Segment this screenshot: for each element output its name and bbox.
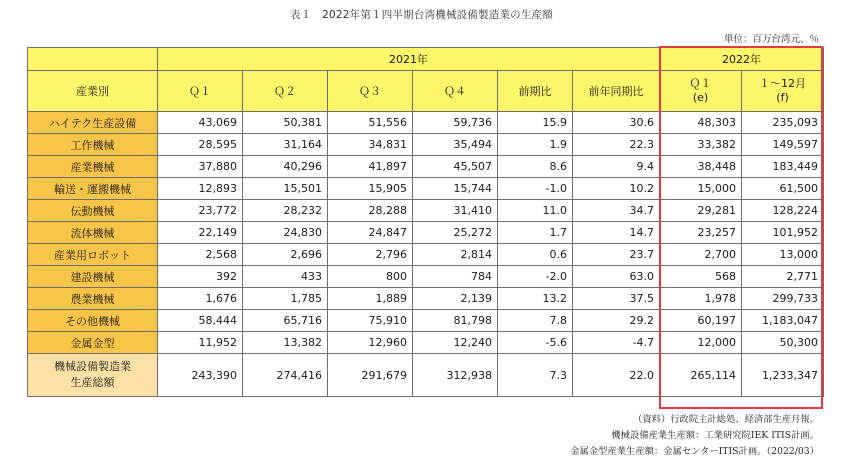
- cell-yoy: 30.6: [573, 112, 660, 134]
- cell-fy: 183,449: [742, 156, 824, 178]
- total-cell-q3: 291,679: [328, 354, 413, 397]
- cell-qoq: 1.7: [498, 222, 573, 244]
- cell-q3: 24,847: [328, 222, 413, 244]
- cell-fy: 128,224: [742, 200, 824, 222]
- cell-q2: 15,501: [243, 178, 328, 200]
- cell-q3: 800: [328, 266, 413, 288]
- cell-q3: 2,796: [328, 244, 413, 266]
- source-note-2: 機械設備産業生産額：工業研究院IEK ITIS計画。: [611, 430, 819, 441]
- header-2022-q1e-line1: Ｑ１: [689, 77, 712, 90]
- cell-yoy: -4.7: [573, 332, 660, 354]
- source-note-3: 金属金型産業生産額：金属センターITIS計画。（2022/03）: [570, 446, 819, 457]
- cell-fy: 61,500: [742, 178, 824, 200]
- unit-label: 単位：百万台湾元、％: [723, 34, 819, 45]
- cell-q1e: 38,448: [660, 156, 742, 178]
- table-row-total: [28, 354, 824, 397]
- table-row: [28, 266, 824, 288]
- cell-q3: 34,831: [328, 134, 413, 156]
- total-cell-q2: 274,416: [243, 354, 328, 397]
- total-name-name-line1: 機械設備製造業: [54, 360, 131, 373]
- production-table: [27, 47, 824, 397]
- row-industry-name: 建設機械: [28, 266, 158, 288]
- cell-q4: 784: [413, 266, 498, 288]
- cell-yoy: 63.0: [573, 266, 660, 288]
- header-q1: Ｑ１: [158, 71, 243, 112]
- cell-qoq: 11.0: [498, 200, 573, 222]
- total-cell-q4: 312,938: [413, 354, 498, 397]
- row-industry-name: 輸送・運搬機械: [28, 178, 158, 200]
- table-row: [28, 178, 824, 200]
- cell-q1e: 29,281: [660, 200, 742, 222]
- header-2022-fy-line1: １～12月: [759, 77, 807, 90]
- total-cell-q1e: 265,114: [660, 354, 742, 397]
- cell-q1e: 2,700: [660, 244, 742, 266]
- header-qoq: 前期比: [498, 71, 573, 112]
- header-2022-q1e-line2: (e): [692, 91, 709, 104]
- header-blank-cell: [28, 48, 158, 71]
- cell-q1e: 1,978: [660, 288, 742, 310]
- table-row: [28, 112, 824, 134]
- total-cell-qoq: 7.3: [498, 354, 573, 397]
- cell-q1: 28,595: [158, 134, 243, 156]
- cell-q2: 28,232: [243, 200, 328, 222]
- row-industry-name: 工作機械: [28, 134, 158, 156]
- header-row-years: [28, 48, 824, 71]
- cell-q2: 1,785: [243, 288, 328, 310]
- row-industry-name: 農業機械: [28, 288, 158, 310]
- cell-yoy: 14.7: [573, 222, 660, 244]
- cell-q1: 22,149: [158, 222, 243, 244]
- table-row: [28, 222, 824, 244]
- cell-yoy: 10.2: [573, 178, 660, 200]
- header-year-2021: 2021年: [158, 48, 660, 71]
- cell-q1e: 33,382: [660, 134, 742, 156]
- cell-q1: 37,880: [158, 156, 243, 178]
- cell-q1: 392: [158, 266, 243, 288]
- cell-q3: 1,889: [328, 288, 413, 310]
- total-cell-yoy: 22.0: [573, 354, 660, 397]
- cell-q4: 2,814: [413, 244, 498, 266]
- source-note-1: （資料）行政院主計総処、経済部生産月報。: [633, 414, 819, 425]
- table-row: [28, 288, 824, 310]
- cell-q1: 12,893: [158, 178, 243, 200]
- cell-yoy: 29.2: [573, 310, 660, 332]
- header-yoy: 前年同期比: [573, 71, 660, 112]
- cell-q4: 12,240: [413, 332, 498, 354]
- row-industry-name: 産業機械: [28, 156, 158, 178]
- row-industry-name: ハイテク生産設備: [28, 112, 158, 134]
- cell-q1e: 568: [660, 266, 742, 288]
- table-row: [28, 134, 824, 156]
- header-2022-fy: [742, 71, 824, 112]
- header-q4: Ｑ４: [413, 71, 498, 112]
- header-q3: Ｑ３: [328, 71, 413, 112]
- total-cell-fy: 1,233,347: [742, 354, 824, 397]
- cell-yoy: 34.7: [573, 200, 660, 222]
- row-industry-name: その他機械: [28, 310, 158, 332]
- cell-q3: 12,960: [328, 332, 413, 354]
- cell-q2: 50,381: [243, 112, 328, 134]
- cell-q1: 23,772: [158, 200, 243, 222]
- cell-q4: 2,139: [413, 288, 498, 310]
- cell-q1e: 48,303: [660, 112, 742, 134]
- cell-fy: 2,771: [742, 266, 824, 288]
- cell-qoq: 13.2: [498, 288, 573, 310]
- cell-qoq: 8.6: [498, 156, 573, 178]
- cell-q4: 59,736: [413, 112, 498, 134]
- cell-q3: 51,556: [328, 112, 413, 134]
- cell-q1: 11,952: [158, 332, 243, 354]
- cell-yoy: 22.3: [573, 134, 660, 156]
- total-name-name-line2: 生産総額: [70, 376, 115, 389]
- table-row: [28, 244, 824, 266]
- cell-q4: 81,798: [413, 310, 498, 332]
- total-cell-q1: 243,390: [158, 354, 243, 397]
- cell-q4: 45,507: [413, 156, 498, 178]
- cell-q1e: 12,000: [660, 332, 742, 354]
- cell-yoy: 37.5: [573, 288, 660, 310]
- cell-q4: 35,494: [413, 134, 498, 156]
- cell-q3: 28,288: [328, 200, 413, 222]
- row-industry-name: 産業用ロボット: [28, 244, 158, 266]
- table-row: [28, 156, 824, 178]
- cell-fy: 299,733: [742, 288, 824, 310]
- cell-qoq: 7.8: [498, 310, 573, 332]
- cell-qoq: -1.0: [498, 178, 573, 200]
- cell-q4: 15,744: [413, 178, 498, 200]
- cell-qoq: -5.6: [498, 332, 573, 354]
- row-industry-name: 伝動機械: [28, 200, 158, 222]
- cell-q4: 25,272: [413, 222, 498, 244]
- table-title: 表１ 2022年第１四半期台湾機械設備製造業の生産額: [290, 9, 553, 21]
- cell-fy: 149,597: [742, 134, 824, 156]
- cell-fy: 235,093: [742, 112, 824, 134]
- table-row: [28, 332, 824, 354]
- row-total-name: [28, 354, 158, 397]
- cell-q2: 31,164: [243, 134, 328, 156]
- cell-q2: 13,382: [243, 332, 328, 354]
- cell-fy: 13,000: [742, 244, 824, 266]
- cell-q1e: 15,000: [660, 178, 742, 200]
- cell-q1: 58,444: [158, 310, 243, 332]
- table-row: [28, 200, 824, 222]
- cell-q2: 65,716: [243, 310, 328, 332]
- table-row: [28, 310, 824, 332]
- row-industry-name: 流体機械: [28, 222, 158, 244]
- cell-q1: 2,568: [158, 244, 243, 266]
- header-2022-fy-line2: (f): [776, 91, 789, 104]
- cell-qoq: -2.0: [498, 266, 573, 288]
- source-notes: [570, 412, 819, 460]
- cell-fy: 1,183,047: [742, 310, 824, 332]
- cell-q1e: 60,197: [660, 310, 742, 332]
- header-2022-q1e: [660, 71, 742, 112]
- cell-q1e: 23,257: [660, 222, 742, 244]
- cell-q2: 24,830: [243, 222, 328, 244]
- cell-q3: 75,910: [328, 310, 413, 332]
- cell-q4: 31,410: [413, 200, 498, 222]
- row-industry-name: 金属金型: [28, 332, 158, 354]
- cell-q2: 433: [243, 266, 328, 288]
- cell-q1: 43,069: [158, 112, 243, 134]
- cell-qoq: 1.9: [498, 134, 573, 156]
- header-year-2022: 2022年: [660, 48, 824, 71]
- cell-q1: 1,676: [158, 288, 243, 310]
- cell-yoy: 23.7: [573, 244, 660, 266]
- cell-q2: 2,696: [243, 244, 328, 266]
- header-industry: 産業別: [28, 71, 158, 112]
- cell-q2: 40,296: [243, 156, 328, 178]
- cell-fy: 50,300: [742, 332, 824, 354]
- cell-qoq: 0.6: [498, 244, 573, 266]
- cell-q3: 41,897: [328, 156, 413, 178]
- cell-qoq: 15.9: [498, 112, 573, 134]
- cell-yoy: 9.4: [573, 156, 660, 178]
- cell-fy: 101,952: [742, 222, 824, 244]
- header-row-columns: [28, 71, 824, 112]
- header-q2: Ｑ２: [243, 71, 328, 112]
- cell-q3: 15,905: [328, 178, 413, 200]
